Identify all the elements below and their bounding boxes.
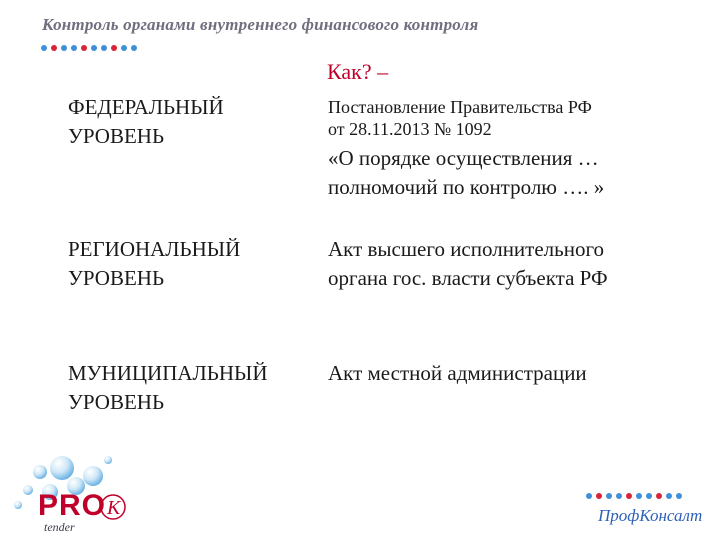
divider-dot <box>666 493 672 499</box>
divider-dot <box>676 493 682 499</box>
act-regional-line-2: органа гос. власти субъекта РФ <box>328 266 608 290</box>
divider-dot <box>81 45 87 51</box>
company-name: ПрофКонсалт <box>598 506 703 525</box>
divider-dot <box>596 493 602 499</box>
divider-dot <box>71 45 77 51</box>
footer-dot-divider <box>586 493 682 499</box>
divider-dot <box>111 45 117 51</box>
logo-mark-icon <box>98 492 128 522</box>
divider-dot <box>61 45 67 51</box>
divider-dot <box>121 45 127 51</box>
pro-tender-logo: PRO <box>38 489 107 522</box>
pro-tender-subtitle: tender <box>44 520 75 534</box>
act-municipal-line-1: Акт местной администрации <box>328 361 587 385</box>
act-federal-line-3: «О порядке осуществления … <box>328 146 599 170</box>
level-regional: РЕГИОНАЛЬНЫЙ УРОВЕНЬ <box>68 237 241 290</box>
level-federal: ФЕДЕРАЛЬНЫЙ УРОВЕНЬ <box>68 95 224 148</box>
act-federal-line-2: от 28.11.2013 № 1092 <box>328 119 492 139</box>
divider-dot <box>131 45 137 51</box>
act-regional-line-1: Акт высшего исполнительного <box>328 237 605 261</box>
divider-dot <box>656 493 662 499</box>
divider-dot <box>91 45 97 51</box>
slide-title: Контроль органами внутреннего финансового контроля <box>42 15 479 34</box>
act-federal-line-1: Постановление Правительства РФ <box>328 97 592 117</box>
divider-dot <box>636 493 642 499</box>
header-dot-divider <box>41 45 137 51</box>
act-federal-line-4: полномочий по контролю …. » <box>328 175 605 199</box>
svg-text:K: K <box>107 497 121 519</box>
divider-dot <box>51 45 57 51</box>
divider-dot <box>606 493 612 499</box>
how-label: Как? – <box>327 59 389 84</box>
divider-dot <box>616 493 622 499</box>
divider-dot <box>41 45 47 51</box>
level-municipal: МУНИЦИПАЛЬНЫЙ УРОВЕНЬ <box>68 361 268 414</box>
divider-dot <box>626 493 632 499</box>
divider-dot <box>586 493 592 499</box>
divider-dot <box>646 493 652 499</box>
divider-dot <box>101 45 107 51</box>
